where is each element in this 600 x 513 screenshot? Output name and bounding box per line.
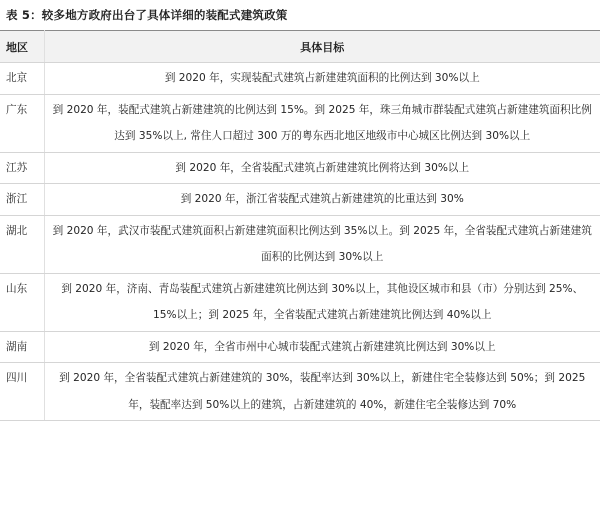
- table-row: [0, 152, 600, 184]
- goal-cell: 到 2020 年，全省市州中心城市装配式建筑占新建建筑比例达到 30%以上: [44, 331, 600, 363]
- region-cell: 山东: [0, 273, 44, 331]
- goal-cell: 到 2020 年，武汉市装配式建筑面积占新建建筑面积比例达到 35%以上。到 2025 年，全省装配式建筑占新建建筑面积的比例达到 30%以上: [44, 215, 600, 273]
- table-header-row: [0, 31, 600, 63]
- table-row: [0, 94, 600, 152]
- table-row: [0, 63, 600, 95]
- table-row: [0, 215, 600, 273]
- region-cell: 广东: [0, 94, 44, 152]
- region-cell: 湖北: [0, 215, 44, 273]
- goal-cell: 到 2020 年，实现装配式建筑占新建建筑面积的比例达到 30%以上: [44, 63, 600, 95]
- goal-cell: 到 2020 年，浙江省装配式建筑占新建建筑的比重达到 30%: [44, 184, 600, 216]
- table-row: [0, 363, 600, 421]
- goal-column-header: 具体目标: [44, 31, 600, 63]
- policy-table: [0, 30, 600, 421]
- goal-cell: 到 2020 年，全省装配式建筑占新建建筑的 30%，装配率达到 30%以上，新建住宅全装修达到 50%；到 2025 年，装配率达到 50%以上的建筑，占新建建筑的 40%，新建住宅全装修达到 70%: [44, 363, 600, 421]
- goal-cell: 到 2020 年，全省装配式建筑占新建建筑比例将达到 30%以上: [44, 152, 600, 184]
- region-cell: 四川: [0, 363, 44, 421]
- region-cell: 浙江: [0, 184, 44, 216]
- goal-cell: 到 2020 年，装配式建筑占新建建筑的比例达到 15%。到 2025 年，珠三角城市群装配式建筑占新建建筑面积比例达到 35%以上, 常住人口超过 300 万的粤东西北地区地级市中心城区比例达到 30%以上: [44, 94, 600, 152]
- region-column-header: 地区: [0, 31, 44, 63]
- table-row: [0, 273, 600, 331]
- region-cell: 江苏: [0, 152, 44, 184]
- table-caption: 表 5：较多地方政府出台了具体详细的装配式建筑政策: [6, 8, 288, 22]
- table-row: [0, 331, 600, 363]
- region-cell: 湖南: [0, 331, 44, 363]
- table-row: [0, 184, 600, 216]
- region-cell: 北京: [0, 63, 44, 95]
- goal-cell: 到 2020 年，济南、青岛装配式建筑占新建建筑比例达到 30%以上，其他设区城市和县（市）分别达到 25%、15%以上；到 2025 年，全省装配式建筑占新建建筑比例达到 40%以上: [44, 273, 600, 331]
